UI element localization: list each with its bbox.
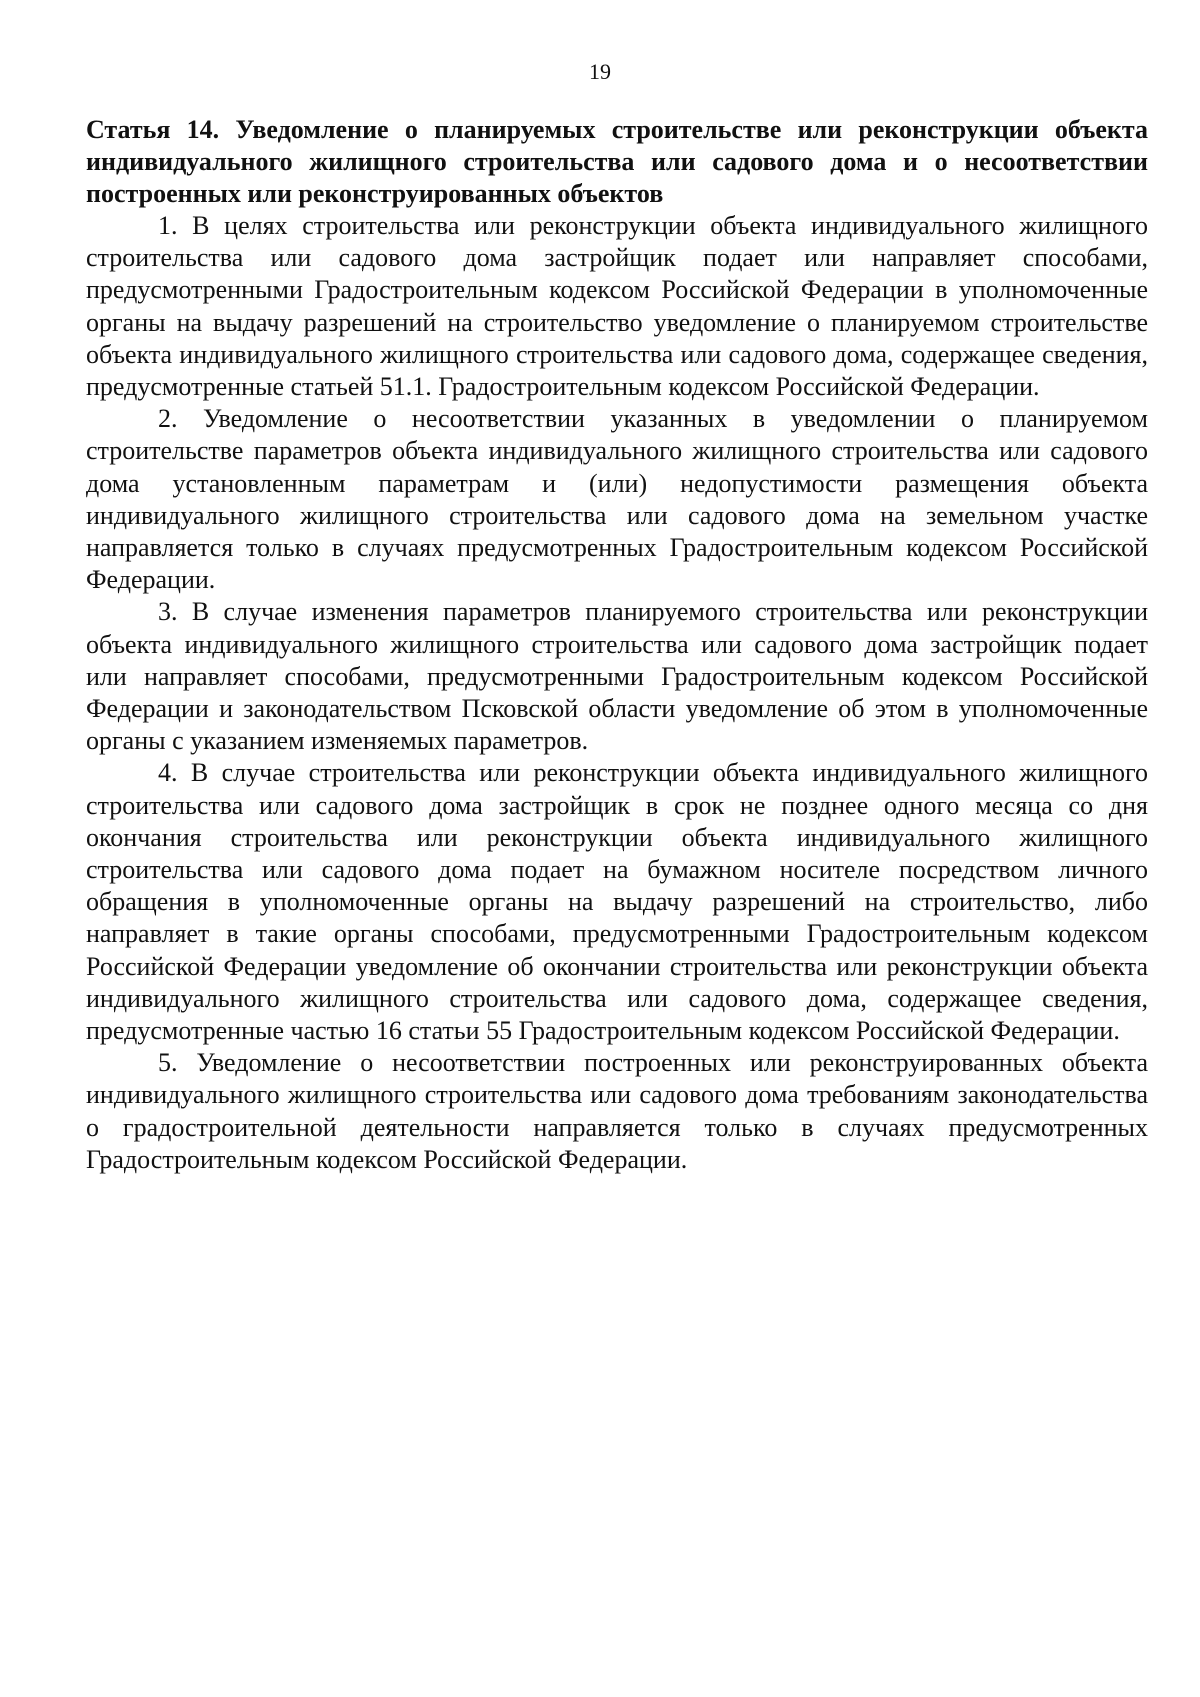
paragraph-1: 1. В целях строительства или реконструкции объекта индивидуального жилищного строительства или садового дома застройщик подает или направляет способами, предусмотренными Градостроительным кодексом Российской Федерации в уполномоченные органы на выдачу разрешений на строительство уведомление о планируемом строительстве объекта индивидуального жилищного строительства или садового дома, содержащее сведения, предусмотренные статьей 51.1. Градостроительным кодексом Российской Федерации. (86, 211, 1148, 402)
paragraph-2: 2. Уведомление о несоответствии указанных в уведомлении о планируемом строительстве параметров объекта индивидуального жилищного строительства или садового дома установленным параметрам и (или) недопустимости размещения объекта индивидуального жилищного строительства или садового дома на земельном участке направляется только в случаях предусмотренных Градостроительным кодексом Российской Федерации. (86, 404, 1148, 595)
paragraph-3: 3. В случае изменения параметров планируемого строительства или реконструкции объекта индивидуального жилищного строительства или садового дома застройщик подает или направляет способами, предусмотренными Градостроительным кодексом Российской Федерации и законодательством Псковской области уведомление об этом в уполномоченные органы с указанием изменяемых параметров. (86, 597, 1148, 756)
paragraph-4: 4. В случае строительства или реконструкции объекта индивидуального жилищного строительства или садового дома застройщик в срок не позднее одного месяца со дня окончания строительства или реконструкции объекта индивидуального жилищного строительства или садового дома подает на бумажном носителе посредством личного обращения в уполномоченные органы на выдачу разрешений на строительство, либо направляет в такие органы способами, предусмотренными Градостроительным кодексом Российской Федерации уведомление об окончании строительства или реконструкции объекта индивидуального жилищного строительства или садового дома, содержащее сведения, предусмотренные частью 16 статьи 55 Градостроительным кодексом Российской Федерации. (86, 758, 1148, 1046)
article-title: Статья 14. Уведомление о планируемых строительстве или реконструкции объекта индивидуального жилищного строительства или садового дома и о несоответствии построенных или реконструированных объектов (86, 115, 1148, 208)
article-body (86, 114, 1148, 1176)
paragraph-5: 5. Уведомление о несоответствии построенных или реконструированных объекта индивидуального жилищного строительства или садового дома требованиям законодательства о градостроительной деятельности направляется только в случаях предусмотренных Градостроительным кодексом Российской Федерации. (86, 1048, 1148, 1174)
page-number: 19 (589, 59, 611, 84)
